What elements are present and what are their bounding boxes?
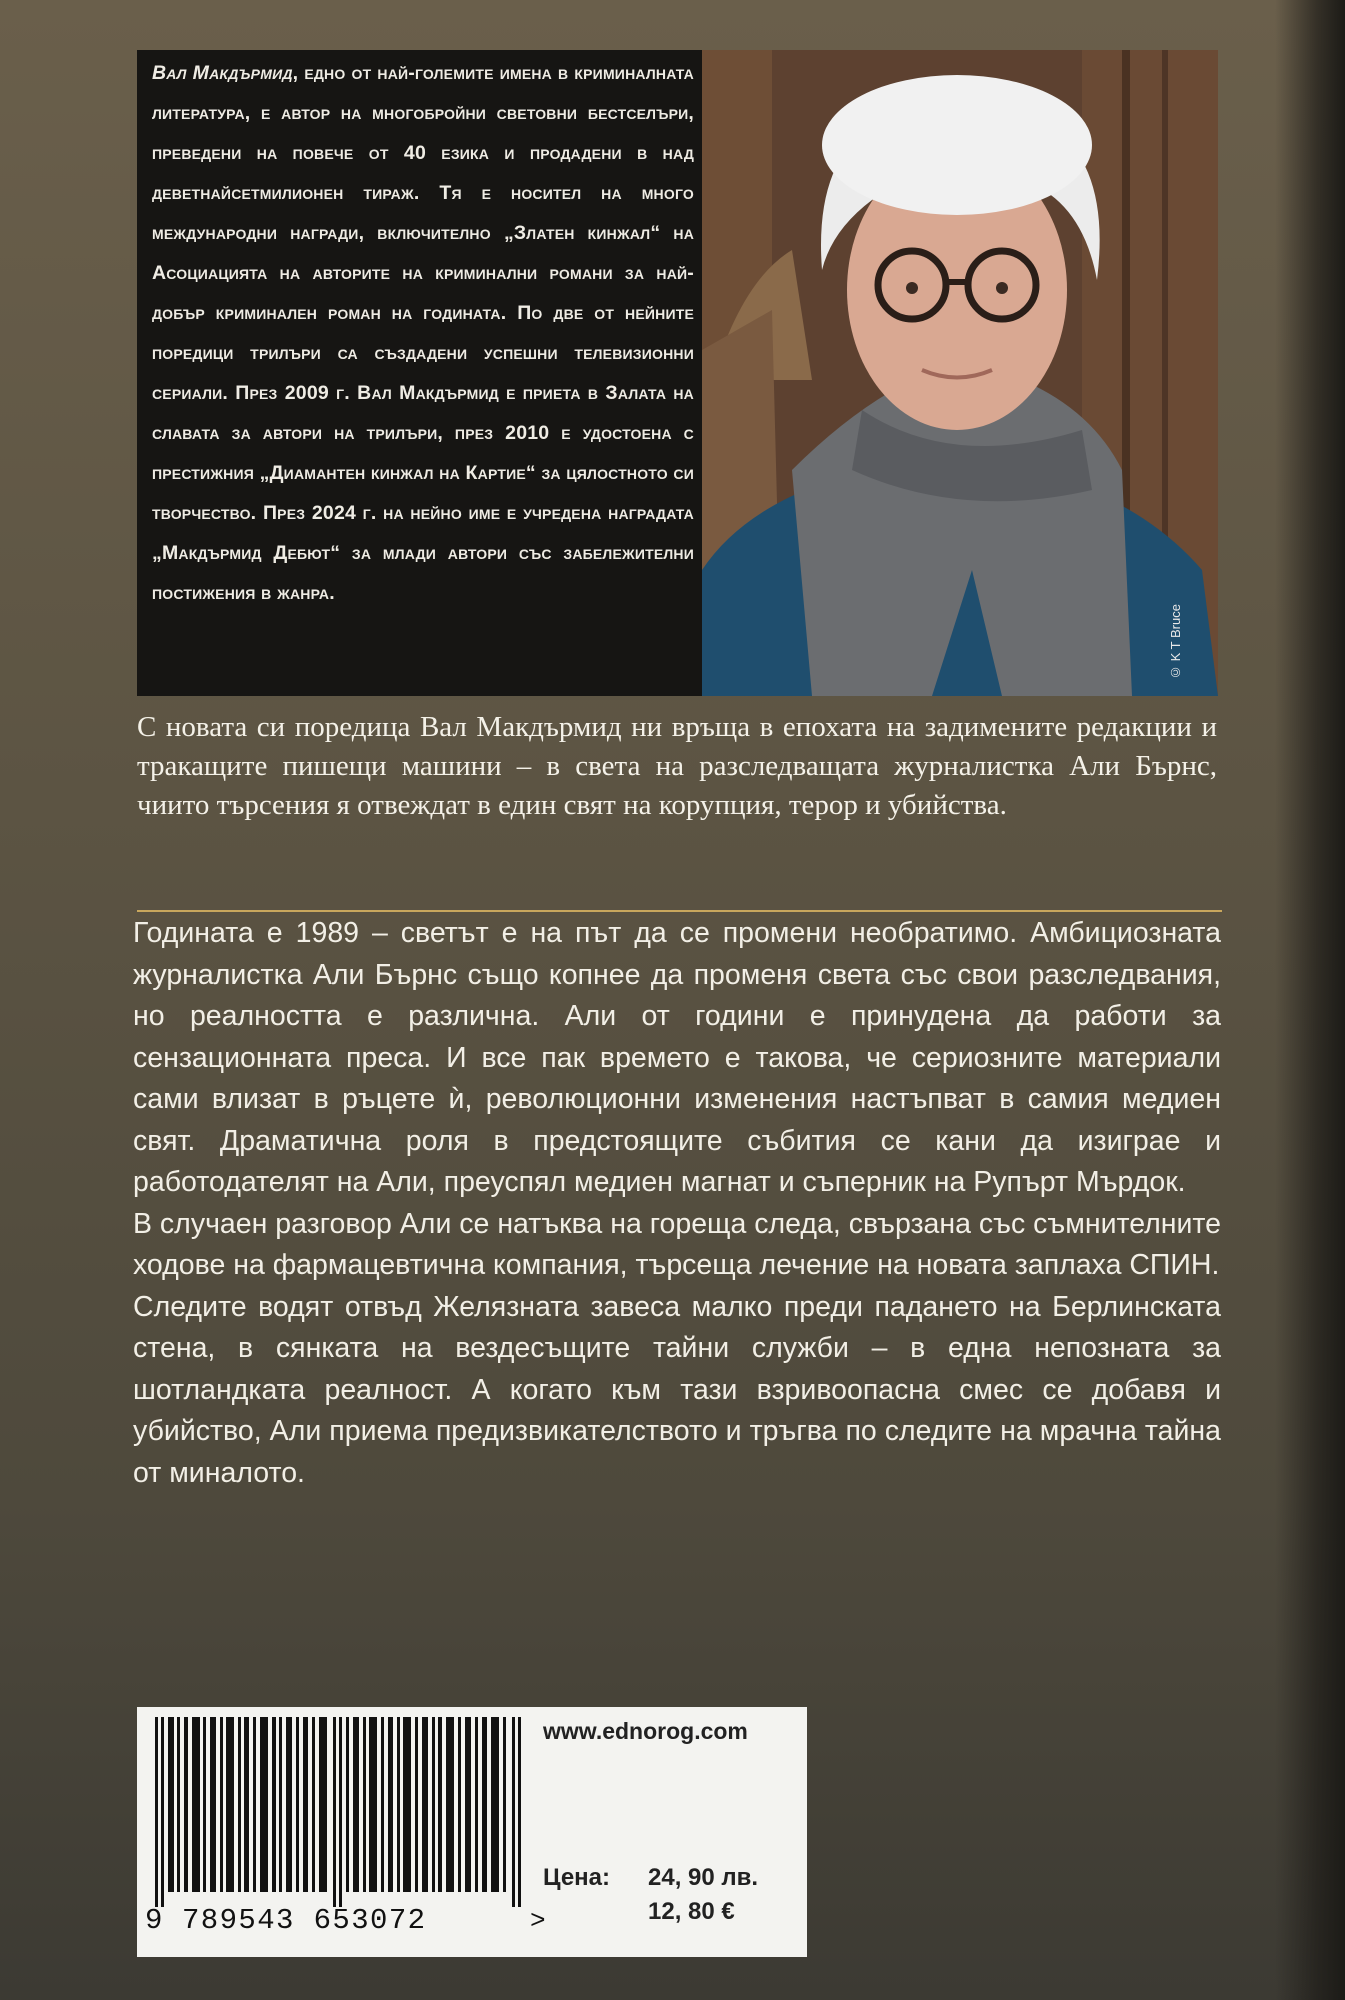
description-paragraph: В случаен разговор Али се натъква на гореща следа, свързана със съмнителните ходове на фармацевтична компания, търсеща лечение на новата заплаха СПИН. [133,1207,1221,1281]
price-label: Цена: [543,1864,611,1891]
author-photo [702,50,1218,696]
price-eur: 12, 80 € [648,1898,735,1925]
description-paragraph: Следите водят отвъд Желязната завеса малко преди падането на Берлинската стена, в сянката на вездесъщите тайни служби – в една непозната за шотландката реалност. А когато към тази взривоопасна смес се добавя и убийство, Али приема предизвикателството и тръгва по следите на мрачна тайна от миналото. [133,1290,1221,1489]
author-bio [152,53,694,613]
isbn-first-digit: 9 [145,1904,163,1937]
author-name: Вал Макдърмид [152,62,293,84]
cover-edge-shadow [1275,0,1345,2000]
divider-line [137,910,1222,912]
description-paragraph: Годината е 1989 – светът е на път да се промени необратимо. Амбициозната журналистка Али Бърнс също копнее да променя света със свои разследвания, но реалността е различна. Али от години е принудена да работи за сензационната преса. И все пак времето е такова, че сериозните материали сами влизат в ръцете ѝ, революционни изменения настъпват в самия медиен свят. Драматична роля в предстоящите събития се кани да изиграе и работодателят на Али, преуспял медиен магнат и съперник на Рупърт Мърдок. [133,917,1221,1198]
publisher-url: www.ednorog.com [543,1718,748,1744]
teaser-text: С новата си поредица Вал Макдърмид ни връща в епохата на задимените редакции и тракащите пишещи машини – в света на разследващата журналистка Али Бърнс, чиито търсения я отвеждат в един свят на корупция, терор и убийства. [137,711,1217,821]
isbn-digits: 789543 653072 [182,1904,427,1937]
barcode-icon [155,1717,527,1907]
author-bio-text: , едно от най-големите имена в криминалната литература, е автор на многобройни световни бестселъри, преведени на повече от 40 езика и продадени в над деветнайсетмилионен тираж. Тя е носител на много международни награди, включително „Златен кинжал“ на Асоциацията на авторите на криминални романи за най-добър криминален роман на годината. По две от нейните поредици трилъри са създадени успешни телевизионни сериали. През 2009 г. Вал Макдърмид е приета в Залата на славата за автори на трилъри, през 2010 е удостоена с престижния „Диамантен кинжал на Картие“ за цялостното си творчество. През 2024 г. на нейно име е учредена наградата „Макдърмид Дебют“ за млади автори със забележителни постижения в жанра. [152,62,694,604]
isbn-quiet-zone-marker: > [530,1906,546,1936]
photo-credit: © K T Bruce [1168,604,1183,680]
book-description [133,913,1221,1494]
price-lev: 24, 90 лв. [648,1864,759,1891]
